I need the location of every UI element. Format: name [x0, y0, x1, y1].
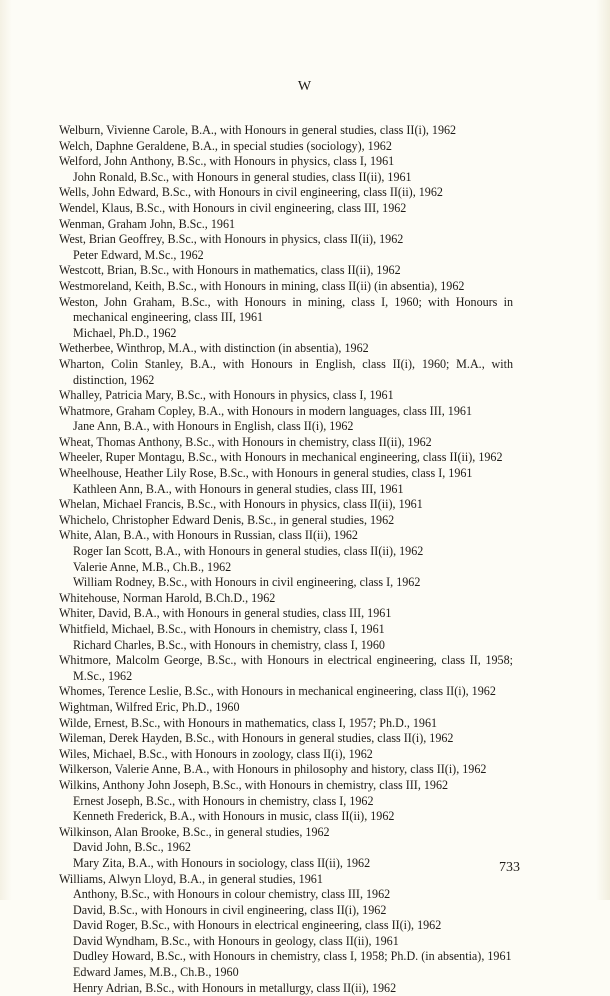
sub-entry: Mary Zita, B.A., with Honours in sociology, class II(ii), 1962 [73, 855, 371, 870]
entry: Wiles, Michael, B.Sc., with Honours in zoology, class II(i), 1962 [59, 746, 373, 761]
entry: West, Brian Geoffrey, B.Sc., with Honours in physics, class II(ii), 1962 [59, 232, 404, 247]
entry: Weston, John Graham, B.Sc., with Honours in mining, class I, 1960; with Honours in mechanical engineering, class III, 1961 [59, 294, 513, 325]
entry: Wilkins, Anthony John Joseph, B.Sc., with Honours in chemistry, class III, 1962 [59, 777, 449, 792]
entry: Wilde, Ernest, B.Sc., with Honours in mathematics, class I, 1957; Ph.D., 1961 [59, 715, 438, 730]
entry: Wendel, Klaus, B.Sc., with Honours in civil engineering, class III, 1962 [59, 200, 407, 215]
entry: Wilkinson, Alan Brooke, B.Sc., in general studies, 1962 [59, 824, 330, 839]
sub-entry: Kathleen Ann, B.A., with Honours in general studies, class III, 1961 [73, 481, 404, 496]
entry: Westmoreland, Keith, B.Sc., with Honours in mining, class II(ii) (in absentia), 1962 [59, 278, 465, 293]
sub-entry: Richard Charles, B.Sc., with Honours in chemistry, class I, 1960 [73, 637, 385, 652]
sub-entry: David, B.Sc., with Honours in civil engineering, class II(i), 1962 [73, 902, 387, 917]
sub-entry: Dudley Howard, B.Sc., with Honours in chemistry, class I, 1958; Ph.D. (in absentia), 1961 [73, 949, 512, 964]
entry: Wightman, Wilfred Eric, Ph.D., 1960 [59, 699, 240, 714]
entry: Whatmore, Graham Copley, B.A., with Honours in modern languages, class III, 1961 [59, 403, 472, 418]
entry: Williams, Alwyn Lloyd, B.A., in general studies, 1961 [59, 871, 323, 886]
page-number: 733 [499, 860, 520, 875]
entry: Welburn, Vivienne Carole, B.A., with Honours in general studies, class II(i), 1962 [59, 123, 457, 137]
entry-list [59, 123, 513, 996]
entry: Wetherbee, Winthrop, M.A., with distinction (in absentia), 1962 [59, 341, 369, 356]
entry: Wheelhouse, Heather Lily Rose, B.Sc., with Honours in general studies, class I, 1961 [59, 466, 473, 481]
entry: Welch, Daphne Geraldene, B.A., in special studies (sociology), 1962 [59, 138, 392, 153]
entry: Wileman, Derek Hayden, B.Sc., with Honours in general studies, class II(i), 1962 [59, 731, 454, 746]
entry: Wheeler, Ruper Montagu, B.Sc., with Honours in mechanical engineering, class II(ii), 1962 [59, 450, 503, 465]
entry: Whitehouse, Norman Harold, B.Ch.D., 1962 [59, 590, 276, 605]
sub-entry: Jane Ann, B.A., with Honours in English, class II(i), 1962 [73, 419, 354, 434]
entry: Wheat, Thomas Anthony, B.Sc., with Honours in chemistry, class II(ii), 1962 [59, 434, 432, 449]
entry: Wilkerson, Valerie Anne, B.A., with Honours in philosophy and history, class II(i), 1962 [59, 762, 487, 777]
sub-entry: Kenneth Frederick, B.A., with Honours in music, class II(ii), 1962 [73, 809, 395, 824]
entry: White, Alan, B.A., with Honours in Russian, class II(ii), 1962 [59, 528, 358, 543]
entry: Whelan, Michael Francis, B.Sc., with Honours in physics, class II(ii), 1961 [59, 497, 423, 512]
sub-entry: Peter Edward, M.Sc., 1962 [73, 247, 204, 262]
sub-entry: Roger Ian Scott, B.A., with Honours in general studies, class II(ii), 1962 [73, 544, 424, 559]
entry: Wenman, Graham John, B.Sc., 1961 [59, 216, 236, 231]
sub-entry: John Ronald, B.Sc., with Honours in general studies, class II(ii), 1961 [73, 169, 412, 184]
entry: Wells, John Edward, B.Sc., with Honours in civil engineering, class II(ii), 1962 [59, 185, 443, 200]
sub-entry: David Roger, B.Sc., with Honours in electrical engineering, class II(i), 1962 [73, 918, 442, 933]
sub-entry: David John, B.Sc., 1962 [73, 840, 191, 855]
sub-entry: Michael, Ph.D., 1962 [73, 325, 177, 340]
entry: Whomes, Terence Leslie, B.Sc., with Honours in mechanical engineering, class II(i), 1962 [59, 684, 496, 699]
section-letter: W [297, 79, 313, 94]
sub-entry: Anthony, B.Sc., with Honours in colour chemistry, class III, 1962 [73, 887, 391, 902]
entry: Whitfield, Michael, B.Sc., with Honours in chemistry, class I, 1961 [59, 622, 385, 636]
entry: Whichelo, Christopher Edward Denis, B.Sc., in general studies, 1962 [59, 512, 395, 527]
sub-entry: Ernest Joseph, B.Sc., with Honours in chemistry, class I, 1962 [73, 793, 374, 808]
entry: Whitmore, Malcolm George, B.Sc., with Honours in electrical engineering, class II, 1958; M.Sc., 1962 [59, 653, 513, 683]
sub-entry: David Wyndham, B.Sc., with Honours in geology, class II(ii), 1961 [73, 933, 399, 948]
entry: Westcott, Brian, B.Sc., with Honours in mathematics, class II(ii), 1962 [59, 263, 401, 278]
sub-entry: Edward James, M.B., Ch.B., 1960 [73, 965, 239, 980]
sub-entry: William Rodney, B.Sc., with Honours in civil engineering, class I, 1962 [73, 575, 421, 590]
sub-entry: Henry Adrian, B.Sc., with Honours in metallurgy, class II(ii), 1962 [73, 980, 397, 995]
entry: Whiter, David, B.A., with Honours in general studies, class III, 1961 [59, 606, 392, 621]
sub-entry: Valerie Anne, M.B., Ch.B., 1962 [73, 559, 232, 574]
entry: Welford, John Anthony, B.Sc., with Honours in physics, class I, 1961 [59, 154, 395, 169]
entry: Wharton, Colin Stanley, B.A., with Honours in English, class II(i), 1960; M.A., with distinction, 1962 [59, 356, 513, 387]
entry: Whalley, Patricia Mary, B.Sc., with Honours in physics, class I, 1961 [59, 388, 394, 403]
